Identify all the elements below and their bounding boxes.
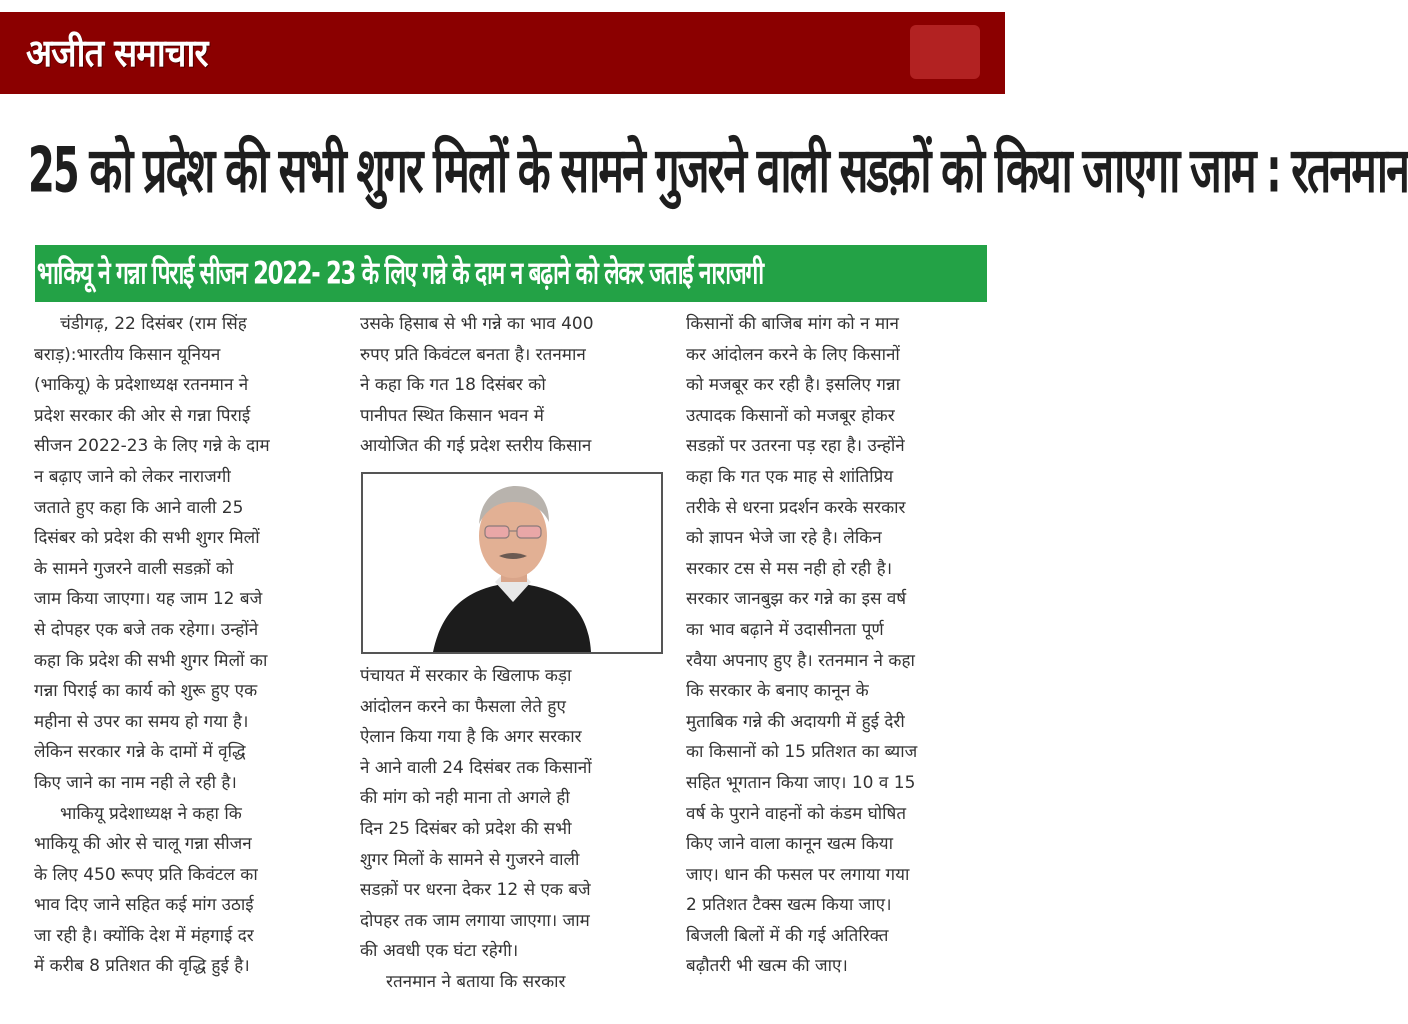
article-line: रुपए प्रति किवंटल बनता है। रतनमान (360, 344, 586, 365)
article-line: बिजली बिलों में की गई अतिरिक्त (686, 925, 889, 946)
article-line: बढ़ौतरी भी खत्म की जाए। (686, 956, 848, 977)
masthead-button[interactable] (910, 25, 980, 79)
article-line: किए जाने वाला कानून खत्म किया (686, 834, 894, 855)
article-line: की अवधी एक घंटा रहेगी। (360, 941, 519, 962)
subheadline: भाकियू ने गन्ना पिराई सीजन 2022- 23 के लिए गन्ने के दाम न बढ़ाने को लेकर जताई नाराजगी (37, 255, 763, 292)
article-line: उसके हिसाब से भी गन्ने का भाव 400 (360, 314, 594, 334)
article-column-3 (686, 309, 988, 982)
article-line: भाकियू की ओर से चालू गन्ना सीजन (34, 834, 252, 855)
article-line: 2 प्रतिशत टैक्स खत्म किया जाए। (686, 895, 892, 916)
article-line: का किसानों को 15 प्रतिशत का ब्याज (686, 742, 918, 763)
article-line: आंदोलन करने का फैसला लेते हुए (360, 696, 566, 717)
article-line: जाए। धान की फसल पर लगाया गया (686, 864, 910, 885)
article-line: मुताबिक गन्ने की अदायगी में हुई देरी (686, 711, 905, 732)
article-line: सडक़ों पर उतरना पड़ रहा है। उन्होंने (686, 436, 905, 457)
article-line: बराड़):भारतीय किसान यूनियन (34, 344, 221, 365)
article-line: सडक़ों पर धरना देकर 12 से एक बजे (360, 880, 591, 901)
article-column-1 (34, 309, 335, 982)
article-line: जा रही है। क्योंकि देश में मंहगाई दर (34, 925, 254, 946)
article-line: जताते हुए कहा कि आने वाली 25 (34, 497, 244, 518)
article-line: को ज्ञापन भेजे जा रहे है। लेकिन (686, 528, 882, 549)
person-portrait-photo-icon (363, 474, 661, 652)
newspaper-title: अजीत समाचार (26, 31, 208, 75)
article-line: वर्ष के पुराने वाहनों को कंडम घोषित (686, 803, 907, 824)
portrait-photo (361, 472, 663, 654)
article-line: ऐलान किया गया है कि अगर सरकार (360, 727, 582, 748)
article-line: की मांग को नही माना तो अगले ही (360, 788, 570, 809)
masthead (0, 12, 1005, 94)
article-line: लेकिन सरकार गन्ने के दामों में वृद्धि (34, 742, 246, 763)
article-line: किसानों की बाजिब मांग को न मान (686, 314, 899, 334)
article-line: कहा कि गत एक माह से शांतिप्रिय (686, 466, 894, 487)
article-line: दोपहर तक जाम लगाया जाएगा। जाम (360, 910, 590, 931)
article-line: पानीपत स्थित किसान भवन में (360, 405, 544, 426)
article-line: भाव दिए जाने सहित कई मांग उठाई (34, 895, 254, 916)
article-line: आयोजित की गई प्रदेश स्तरीय किसान (360, 436, 592, 457)
article-column-2-upper (360, 309, 662, 462)
article-line: भाकियू प्रदेशाध्यक्ष ने कहा कि (60, 803, 242, 824)
article-line: प्रदेश सरकार की ओर से गन्ना पिराई (34, 405, 251, 426)
headline: 25 को प्रदेश की सभी शुगर मिलों के सामने गुजरने वाली सडक़ों को किया जाएगा जाम : रतनमान (28, 133, 1408, 207)
article-line: पंचायत में सरकार के खिलाफ कड़ा (360, 666, 572, 686)
article-line: सहित भूगतान किया जाए। 10 व 15 (686, 772, 916, 793)
article-line: चंडीगढ़, 22 दिसंबर (राम सिंह (60, 314, 247, 334)
article-line: कर आंदोलन करने के लिए किसानों (686, 344, 900, 365)
article-line: कि सरकार के बनाए कानून के (686, 681, 869, 702)
article-line: किए जाने का नाम नही ले रही है। (34, 772, 237, 793)
article-line: सीजन 2022-23 के लिए गन्ने के दाम (34, 436, 270, 457)
article-line: का भाव बढ़ाने में उदासीनता पूर्ण (686, 619, 884, 640)
article-line: को मजबूर कर रही है। इसलिए गन्ना (686, 375, 901, 396)
article-line: में करीब 8 प्रतिशत की वृद्धि हुई है। (34, 956, 250, 977)
article-line: उत्पादक किसानों को मजबूर होकर (686, 405, 895, 426)
article-column-2-lower (360, 661, 662, 998)
article-line: से दोपहर एक बजे तक रहेगा। उन्होंने (34, 619, 259, 640)
article-line: दिसंबर को प्रदेश की सभी शुगर मिलों (34, 528, 260, 549)
article-line: दिन 25 दिसंबर को प्रदेश की सभी (360, 818, 572, 839)
article-line: रतनमान ने बताया कि सरकार (386, 971, 566, 992)
article-line: कहा कि प्रदेश की सभी शुगर मिलों का (34, 650, 268, 671)
article-line: के सामने गुजरने वाली सडक़ों को (34, 558, 234, 579)
article-line: ने आने वाली 24 दिसंबर तक किसानों (360, 757, 592, 778)
article-line: महीना से उपर का समय हो गया है। (34, 711, 249, 732)
article-line: तरीके से धरना प्रदर्शन करके सरकार (686, 497, 906, 518)
article-line: रवैया अपनाए हुए है। रतनमान ने कहा (686, 650, 915, 671)
subheadline-banner (35, 245, 987, 302)
article-line: सरकार टस से मस नही हो रही है। (686, 558, 893, 579)
article-line: (भाकियू) के प्रदेशाध्यक्ष रतनमान ने (34, 375, 249, 396)
article-line: सरकार जानबुझ कर गन्ने का इस वर्ष (686, 589, 907, 610)
article-line: गन्ना पिराई का कार्य को शुरू हुए एक (34, 681, 258, 702)
article-line: के लिए 450 रूपए प्रति किवंटल का (34, 864, 258, 885)
article-line: जाम किया जाएगा। यह जाम 12 बजे (34, 589, 263, 610)
article-line: न बढ़ाए जाने को लेकर नाराजगी (34, 466, 231, 487)
article-line: शुगर मिलों के सामने से गुजरने वाली (360, 849, 580, 870)
article-line: ने कहा कि गत 18 दिसंबर को (360, 375, 546, 396)
